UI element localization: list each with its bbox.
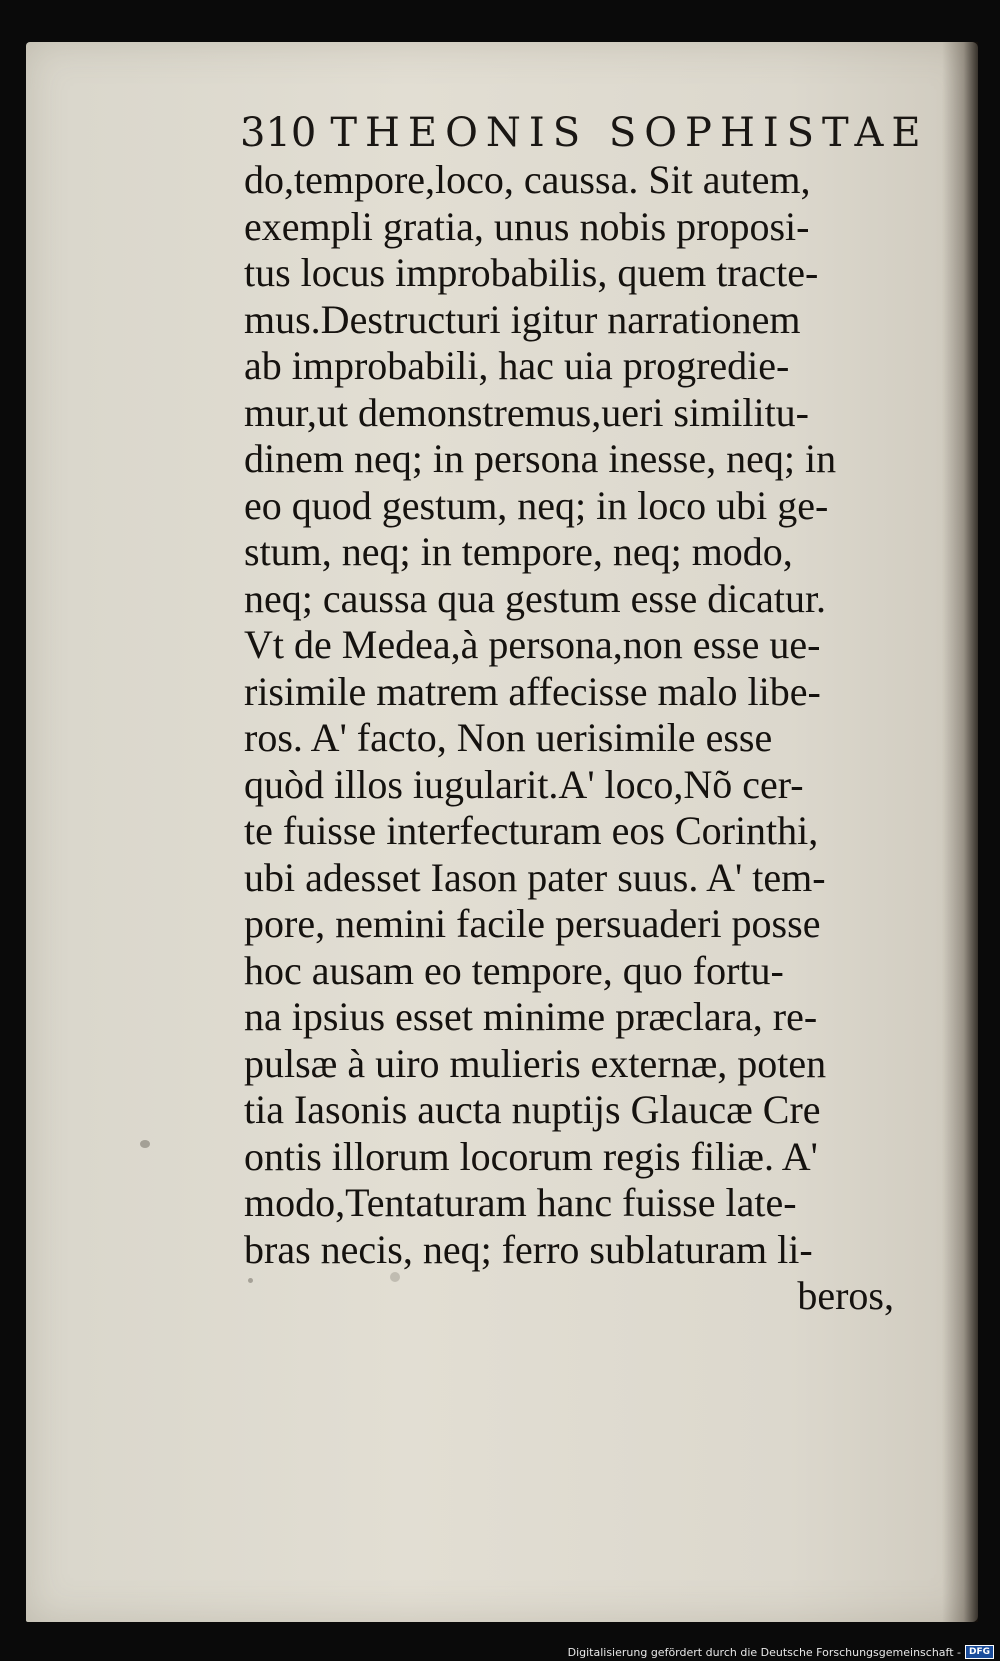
text-line: mur,ut demonstremus,ueri similitu- <box>244 389 809 435</box>
text-line: stum, neq; in tempore, neq; modo, <box>244 529 793 574</box>
text-line: te fuisse interfecturam eos Corinthi, <box>244 808 819 853</box>
text-line: modo,Tentaturam hanc fuisse late- <box>244 1180 797 1225</box>
text-line: pulsæ à uiro mulieris externæ, poten <box>244 1040 827 1086</box>
page-number: 310 <box>240 110 317 156</box>
text-line: hoc ausam eo tempore, quo fortu- <box>244 947 784 993</box>
text-line: dinem neq; in persona inesse, neq; in <box>244 436 837 481</box>
running-head <box>240 110 929 156</box>
text-line: risimile matrem affecisse malo libe- <box>244 668 821 714</box>
text-line: quòd illos iugularit.A' loco,Nõ cer- <box>244 761 804 807</box>
text-line: exempli gratia, unus nobis proposi- <box>244 203 810 249</box>
text-line: ros. A' facto, Non uerisimile esse <box>244 715 773 760</box>
text-line: tia Iasonis aucta nuptijs Glaucæ Cre <box>244 1087 821 1132</box>
text-line: tus locus improbabilis, quem tracte- <box>244 250 819 295</box>
text-line: neq; caussa qua gestum esse dicatur. <box>244 575 827 621</box>
catchword: beros, <box>797 1273 894 1318</box>
text-line: bras necis, neq; ferro sublaturam li- <box>244 1226 813 1272</box>
text-line: pore, nemini facile persuaderi posse <box>244 901 821 946</box>
text-line: mus.Destructuri igitur narrationem <box>244 296 801 342</box>
text-line: ab improbabili, hac uia progredie- <box>244 343 790 388</box>
body-text <box>244 157 894 1320</box>
text-line: eo quod gestum, neq; in loco ubi ge- <box>244 482 829 528</box>
text-line: do,tempore,loco, caussa. Sit autem, <box>244 157 811 202</box>
text-line: ubi adesset Iason pater suus. A' tem- <box>244 854 826 900</box>
paper-stain <box>140 1140 150 1148</box>
digitization-credit <box>568 1645 994 1659</box>
page-gutter-shadow <box>942 42 978 1622</box>
text-line: Vt de Medea,à persona,non esse ue- <box>244 622 821 667</box>
text-line: na ipsius esset minime præclara, re- <box>244 994 818 1039</box>
running-title: THEONIS SOPHISTAE <box>330 110 929 156</box>
dfg-logo: DFG <box>965 1645 994 1659</box>
text-line: ontis illorum locorum regis filiæ. A' <box>244 1133 818 1179</box>
credit-text: Digitalisierung gefördert durch die Deutsche Forschungsgemeinschaft - <box>567 1645 961 1659</box>
